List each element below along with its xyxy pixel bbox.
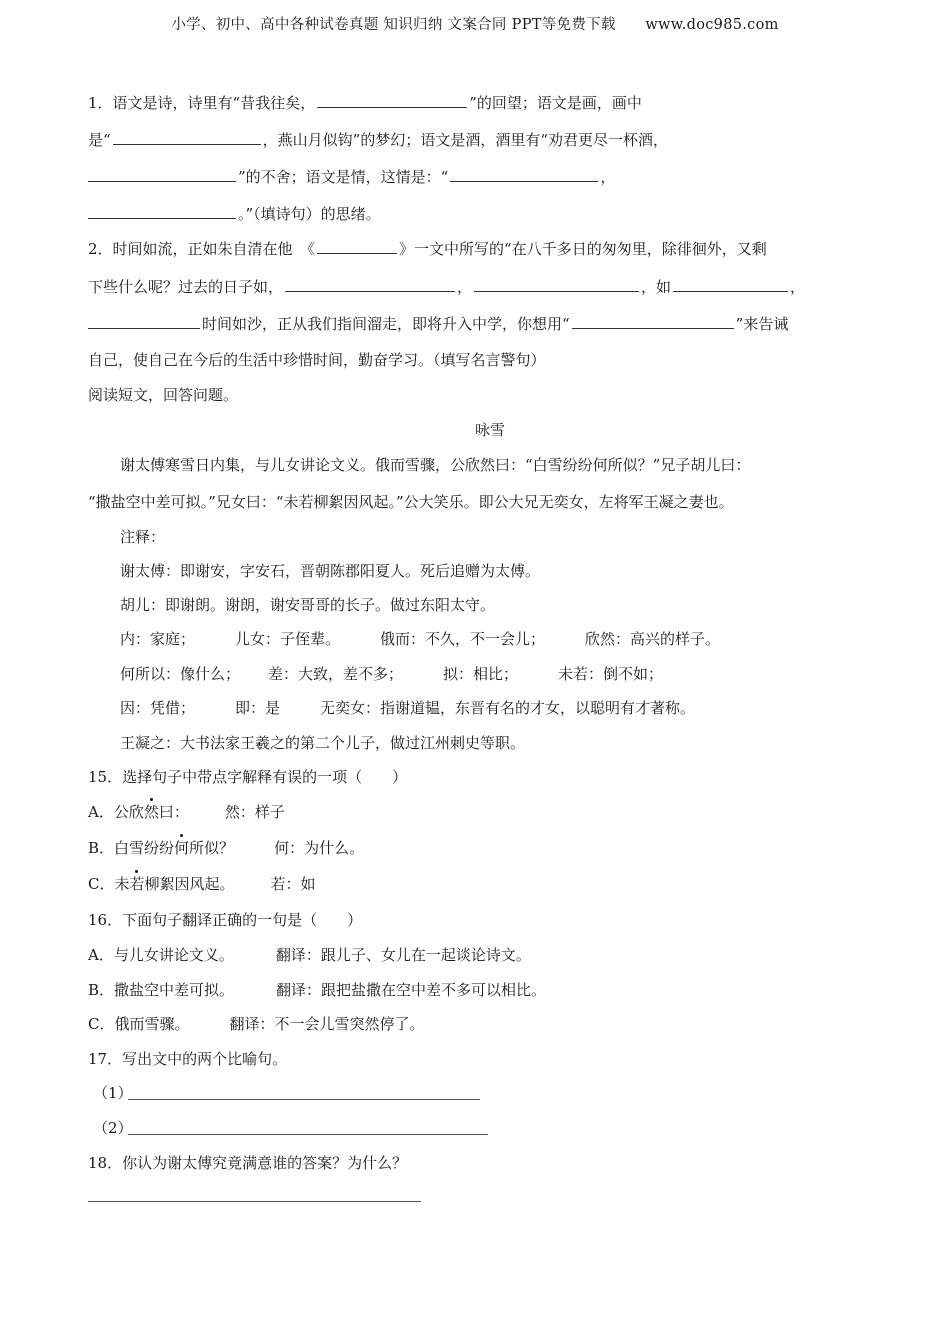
q2-text: ”来告诫 — [735, 315, 789, 333]
q15-stem: 15．选择句子中带点字解释有误的一项（ ） — [88, 768, 408, 786]
answer-blank[interactable] — [88, 203, 236, 219]
dotted-char: 若 — [129, 875, 145, 893]
note-6: 王凝之：大书法家王羲之的第二个儿子，做过江州刺史等职。 — [120, 734, 526, 752]
answer-blank[interactable] — [450, 166, 598, 182]
note-item: 即：是 — [235, 699, 281, 717]
note-item: 未若：倒不如； — [558, 665, 664, 683]
q2-text: 时间如沙，正从我们指间溜走，即将升入中学，你想用“ — [202, 315, 570, 333]
note-item: 俄而：不久，不一会儿； — [380, 630, 546, 648]
note-item: 欣然：高兴的样子。 — [585, 630, 721, 648]
q15-option-b[interactable] — [88, 837, 364, 858]
note-item: 儿女：子侄辈。 — [235, 630, 341, 648]
option-text: 柳絮因风起。 — [144, 875, 235, 893]
answer-line[interactable] — [88, 1201, 421, 1202]
answer-blank[interactable] — [113, 129, 261, 145]
q2-text: 》一文中所写的“在八千多日的匆匆里，除徘徊外，又剩 — [399, 240, 767, 258]
option-text: B．撒盐空中差可拟。 — [88, 981, 235, 999]
q17-item-2-label: （2） — [93, 1119, 133, 1137]
q1-text: ”的不舍；语文是情，这情是：“ — [238, 168, 449, 186]
option-explanation: 何：为什么。 — [274, 839, 365, 857]
q1-line-4 — [88, 203, 381, 224]
notes-label: 注释： — [120, 528, 166, 546]
passage-paragraph-1: 谢太傅寒雪日内集，与儿女讲论文义。俄而雪骤，公欣然曰：“白雪纷纷何所似？”兄子胡儿曰： — [120, 456, 751, 474]
option-translation: 翻译：跟把盐撒在空中差不多可以相比。 — [276, 981, 547, 999]
q16-stem: 16．下面句子翻译正确的一句是（ ） — [88, 911, 363, 929]
dotted-char: 何 — [174, 839, 190, 857]
option-explanation: 若：如 — [270, 875, 316, 893]
q16-option-c[interactable] — [88, 1013, 425, 1034]
answer-blank[interactable] — [88, 166, 236, 182]
note-item: 拟：相比； — [443, 665, 519, 683]
note-3 — [120, 628, 720, 649]
passage-paragraph-2: “撒盐空中差可拟。”兄女曰：“未若柳絮因风起。”公大笑乐。即公大兄无奕女，左将军王凝之妻也。 — [88, 493, 734, 511]
q2-text: ， — [457, 278, 473, 296]
q2-line-2 — [88, 276, 805, 297]
answer-blank[interactable] — [317, 238, 397, 254]
q2-line-1 — [88, 238, 767, 259]
note-item: 差：大致，差不多； — [268, 665, 404, 683]
q1-text: 。”（填诗句）的思绪。 — [238, 205, 381, 223]
page-header: 小学、初中、高中各种试卷真题 知识归纳 文案合同 PPT等免费下载 www.doc985.com — [171, 17, 779, 33]
q15-option-a[interactable] — [88, 801, 285, 822]
answer-blank[interactable] — [88, 313, 200, 329]
option-text: A．公欣 — [88, 803, 144, 821]
reading-intro: 阅读短文，回答问题。 — [88, 386, 239, 404]
answer-blank[interactable] — [285, 276, 455, 292]
q2-text: 2．时间如流，正如朱自清在他 《 — [88, 240, 316, 258]
note-2: 胡儿：即谢朗。谢朗，谢安哥哥的长子。做过东阳太守。 — [120, 596, 496, 614]
q2-text: ，如 — [641, 278, 672, 296]
q16-option-a[interactable] — [88, 944, 531, 965]
option-text: B．白雪纷纷 — [88, 839, 175, 857]
note-5 — [120, 697, 695, 718]
note-4 — [120, 663, 663, 684]
q1-text: ，燕山月似钩”的梦幻；语文是酒，酒里有“劝君更尽一杯酒， — [262, 131, 669, 149]
q1-line-1 — [88, 92, 642, 113]
option-translation: 翻译：不一会儿雪突然停了。 — [229, 1015, 425, 1033]
answer-blank[interactable] — [474, 276, 639, 292]
q16-option-b[interactable] — [88, 979, 546, 1000]
note-item: 内：家庭； — [120, 630, 196, 648]
note-item: 因：凭借； — [120, 699, 196, 717]
option-explanation: 然：样子 — [224, 803, 285, 821]
answer-line[interactable] — [128, 1099, 480, 1100]
q1-line-3 — [88, 166, 615, 187]
option-text: C．未 — [88, 875, 130, 893]
passage-title: 咏雪 — [474, 421, 505, 439]
q18-stem: 18．你认为谢太傅究竟满意谁的答案？为什么？ — [88, 1154, 408, 1172]
dotted-char: 然 — [143, 803, 159, 821]
answer-blank[interactable] — [572, 313, 734, 329]
option-text: 所似？ — [189, 839, 235, 857]
q2-text: ， — [790, 278, 806, 296]
q2-text: 下些什么呢？过去的日子如， — [88, 278, 284, 296]
q2-line-3 — [88, 313, 788, 334]
note-item: 无奕女：指谢道韫，东晋有名的才女，以聪明有才著称。 — [320, 699, 696, 717]
q1-line-2 — [88, 129, 668, 150]
option-text: C．俄而雪骤。 — [88, 1015, 190, 1033]
answer-line[interactable] — [128, 1134, 488, 1135]
q1-text: ， — [600, 168, 616, 186]
q17-stem: 17．写出文中的两个比喻句。 — [88, 1050, 288, 1068]
answer-blank[interactable] — [317, 92, 467, 108]
q15-option-c[interactable] — [88, 873, 316, 894]
note-1: 谢太傅：即谢安，字安石，晋朝陈郡阳夏人。死后追赠为太傅。 — [120, 562, 541, 580]
note-item: 何所以：像什么； — [120, 665, 241, 683]
q17-item-1-label: （1） — [93, 1084, 133, 1102]
option-translation: 翻译：跟儿子、女儿在一起谈论诗文。 — [275, 946, 531, 964]
q1-text: 1．语文是诗，诗里有“昔我往矣， — [88, 94, 316, 112]
q1-text: 是“ — [88, 131, 111, 149]
option-text: 曰： — [158, 803, 189, 821]
q2-line-4: 自己，使自己在今后的生活中珍惜时间，勤奋学习。（填写名言警句） — [88, 351, 546, 369]
option-text: A．与儿女讲论文义。 — [88, 946, 234, 964]
q1-text: ”的回望；语文是画，画中 — [469, 94, 642, 112]
answer-blank[interactable] — [673, 276, 788, 292]
